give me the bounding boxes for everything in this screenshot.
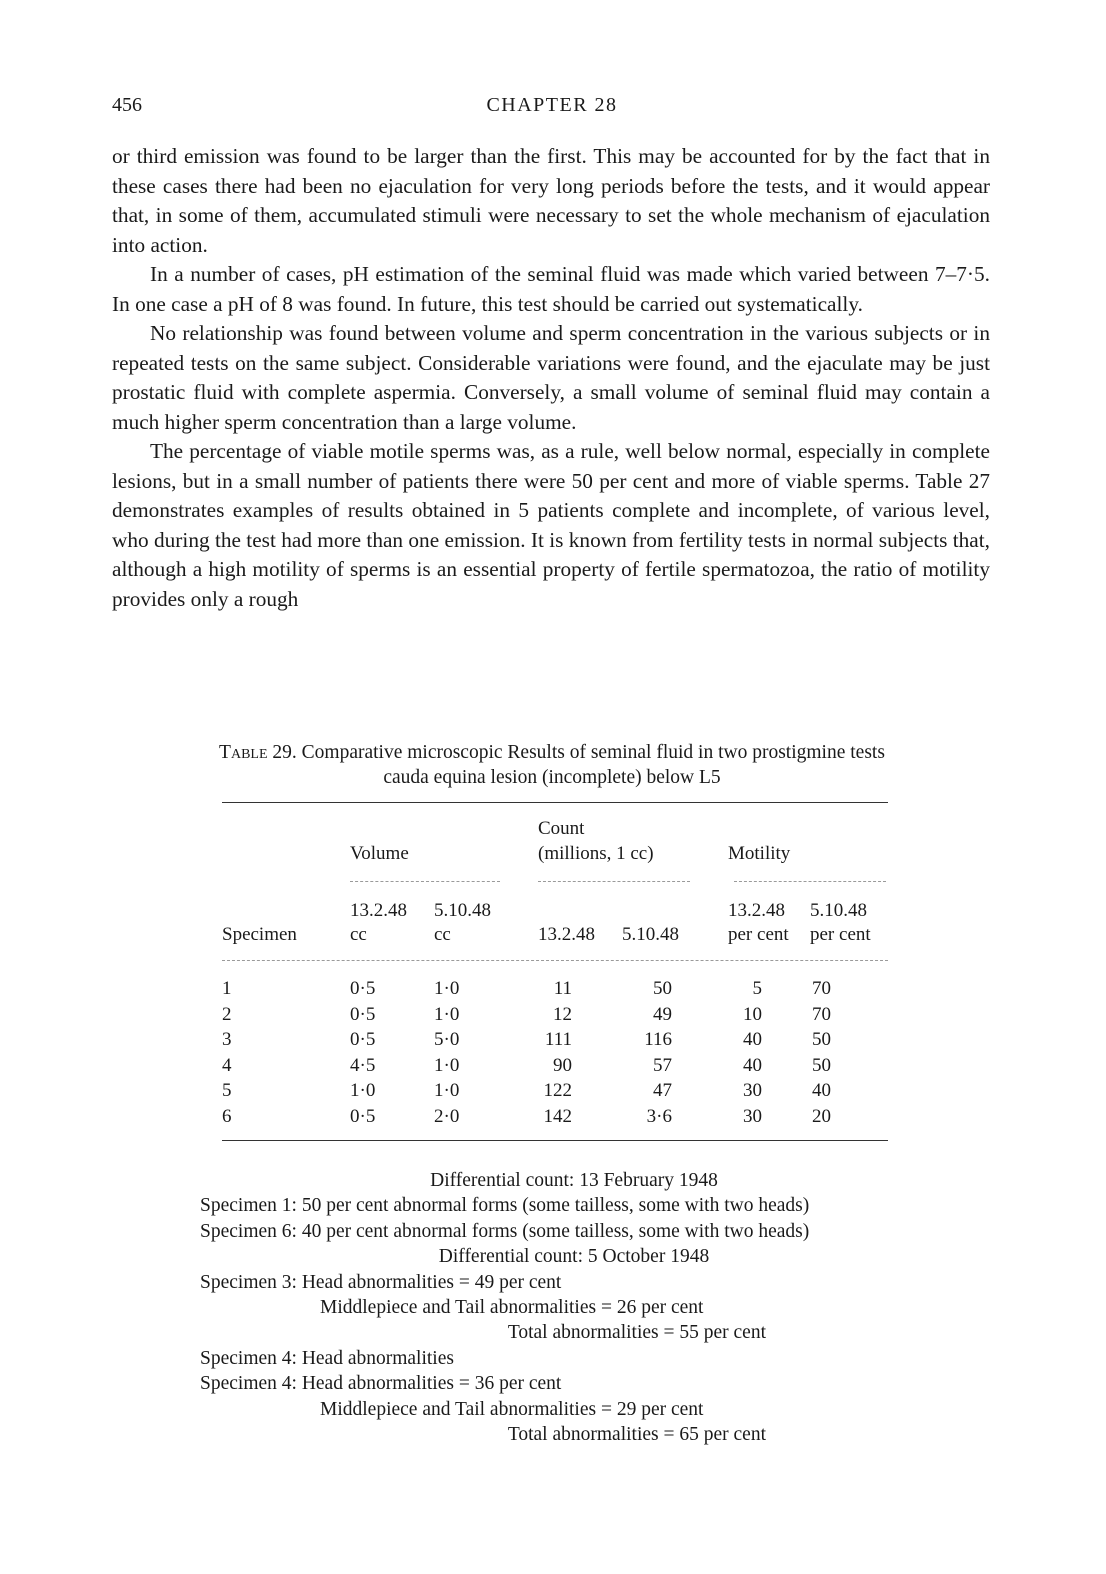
header-vol-date-1: 13.2.48	[350, 900, 407, 921]
cell-volume-2: 2·0	[434, 1106, 460, 1127]
cell-count-2: 3·6	[646, 1106, 672, 1127]
cell-count-2: 116	[644, 1029, 672, 1051]
header-count-date-1: 13.2.48	[538, 924, 595, 945]
cell-volume-1: 0·5	[350, 1106, 376, 1127]
note-line: Specimen 4: Head abnormalities = 36 per cent	[200, 1373, 562, 1395]
cell-specimen: 2	[222, 1003, 232, 1025]
cell-specimen: 5	[222, 1080, 232, 1102]
header-vol-unit-1: cc	[350, 924, 367, 945]
cell-motility-2: 20	[812, 1106, 831, 1127]
table-label: Table 29.	[219, 742, 297, 763]
volume-spanner-rule	[350, 881, 500, 882]
note-line: Differential count: 13 February 1948	[430, 1170, 718, 1191]
cell-motility-2: 50	[812, 1029, 831, 1051]
cell-count-2: 50	[653, 978, 672, 999]
cell-motility-1: 30	[743, 1080, 762, 1102]
note-line: Specimen 1: 50 per cent abnormal forms (some tailless, some with two heads)	[200, 1195, 810, 1217]
cell-volume-2: 1·0	[434, 1080, 460, 1102]
header-mot-unit-2: per cent	[810, 924, 871, 945]
header-mot-unit-1: per cent	[728, 924, 789, 945]
header-vol-unit-2: cc	[434, 924, 451, 945]
cell-count-1: 90	[553, 1054, 572, 1076]
cell-count-1: 111	[544, 1029, 572, 1051]
table-caption	[112, 740, 992, 790]
note-line: Differential count: 5 October 1948	[438, 1246, 710, 1268]
cell-count-2: 57	[653, 1054, 672, 1076]
cell-volume-1: 1·0	[350, 1080, 376, 1102]
cell-volume-1: 0·5	[350, 978, 376, 999]
page-number: 456	[112, 94, 142, 116]
cell-volume-1: 4·5	[350, 1054, 376, 1076]
note-line: Middlepiece and Tail abnormalities = 29 per cent	[320, 1398, 704, 1420]
table-top-rule	[222, 802, 888, 803]
cell-volume-1: 0·5	[350, 1029, 376, 1051]
header-motility: Motility	[728, 843, 791, 864]
cell-count-1: 11	[553, 978, 572, 999]
cell-volume-2: 1·0	[434, 1003, 460, 1025]
table-title: Comparative microscopic Results of seminal fluid in two prostigmine tests	[301, 742, 885, 763]
table-title-line	[112, 740, 992, 765]
cell-motility-1: 40	[743, 1054, 762, 1076]
cell-motility-1: 30	[743, 1106, 762, 1127]
cell-count-1: 12	[553, 1003, 572, 1025]
paragraph: No relationship was found between volume and sperm concentration in the various subjects or in repeated tests on the same subject. Considerable variations were found, and the ejaculate may be just prostatic fluid with complete aspermia. Conversely, a small volume of seminal fluid may contain a much higher sperm concentration than a large volume.	[112, 321, 990, 434]
cell-motility-2: 40	[812, 1080, 831, 1102]
cell-volume-2: 1·0	[434, 1054, 460, 1076]
header-volume: Volume	[350, 843, 409, 864]
note-line: Middlepiece and Tail abnormalities = 26 per cent	[320, 1297, 704, 1318]
note-line: Specimen 4: Head abnormalities	[200, 1347, 454, 1369]
body-text	[112, 142, 990, 614]
cell-specimen: 6	[222, 1106, 232, 1127]
cell-motility-2: 70	[812, 978, 831, 999]
table-subtitle: cauda equina lesion (incomplete) below L5	[383, 767, 721, 788]
note-line: Total abnormalities = 55 per cent	[507, 1322, 766, 1344]
cell-motility-2: 50	[812, 1054, 831, 1076]
paragraph: The percentage of viable motile sperms was, as a rule, well below normal, especially in complete lesions, but in a small number of patients there were 50 per cent and more of viable sperms. Table 27 demonstrates examples of results obtained in 5 patients complete and incomplete, of various level, who during the test had more than one emission. It is known from fertility tests in normal subjects that, although a high motility of sperms is an essential property of fertile spermatozoa, the ratio of motility provides only a rough	[112, 439, 990, 611]
cell-count-1: 142	[543, 1106, 572, 1127]
motility-spanner-rule	[734, 881, 886, 882]
cell-motility-1: 5	[752, 978, 762, 999]
header-vol-date-2: 5.10.48	[434, 900, 491, 921]
running-header	[112, 94, 992, 124]
header-count-line1: Count	[538, 818, 585, 839]
cell-motility-2: 70	[812, 1003, 831, 1025]
cell-specimen: 3	[222, 1029, 232, 1051]
cell-volume-2: 5·0	[434, 1029, 460, 1051]
note-line: Specimen 6: 40 per cent abnormal forms (some tailless, some with two heads)	[200, 1220, 810, 1242]
header-specimen: Specimen	[222, 924, 297, 945]
chapter-heading: CHAPTER 28	[486, 94, 618, 116]
count-spanner-rule	[538, 881, 690, 882]
cell-count-2: 49	[653, 1003, 672, 1025]
header-mot-date-1: 13.2.48	[728, 900, 785, 921]
header-mot-date-2: 5.10.48	[810, 900, 867, 921]
cell-motility-1: 10	[743, 1003, 762, 1025]
note-line: Specimen 3: Head abnormalities = 49 per cent	[200, 1271, 562, 1293]
cell-specimen: 1	[222, 978, 232, 999]
table-bottom-rule	[222, 1140, 888, 1141]
header-bottom-rule	[222, 960, 888, 961]
header-count-date-2: 5.10.48	[622, 924, 679, 945]
header-count-line2: (millions, 1 cc)	[538, 843, 654, 864]
paragraph: In a number of cases, pH estimation of the seminal fluid was made which varied between 7–7·5. In one case a pH of 8 was found. In future, this test should be carried out systematically.	[112, 262, 990, 316]
cell-volume-2: 1·0	[434, 978, 460, 999]
cell-motility-1: 40	[743, 1029, 762, 1051]
cell-specimen: 4	[222, 1054, 232, 1076]
cell-count-2: 47	[653, 1080, 672, 1102]
note-line: Total abnormalities = 65 per cent	[507, 1424, 766, 1445]
cell-count-1: 122	[543, 1080, 572, 1102]
paragraph: or third emission was found to be larger than the first. This may be accounted for by the fact that in these cases there had been no ejaculation for very long periods before the tests, and it would appear that, in some of them, accumulated stimuli were necessary to set the whole mechanism of ejaculation into action.	[112, 144, 990, 257]
cell-volume-1: 0·5	[350, 1003, 376, 1025]
